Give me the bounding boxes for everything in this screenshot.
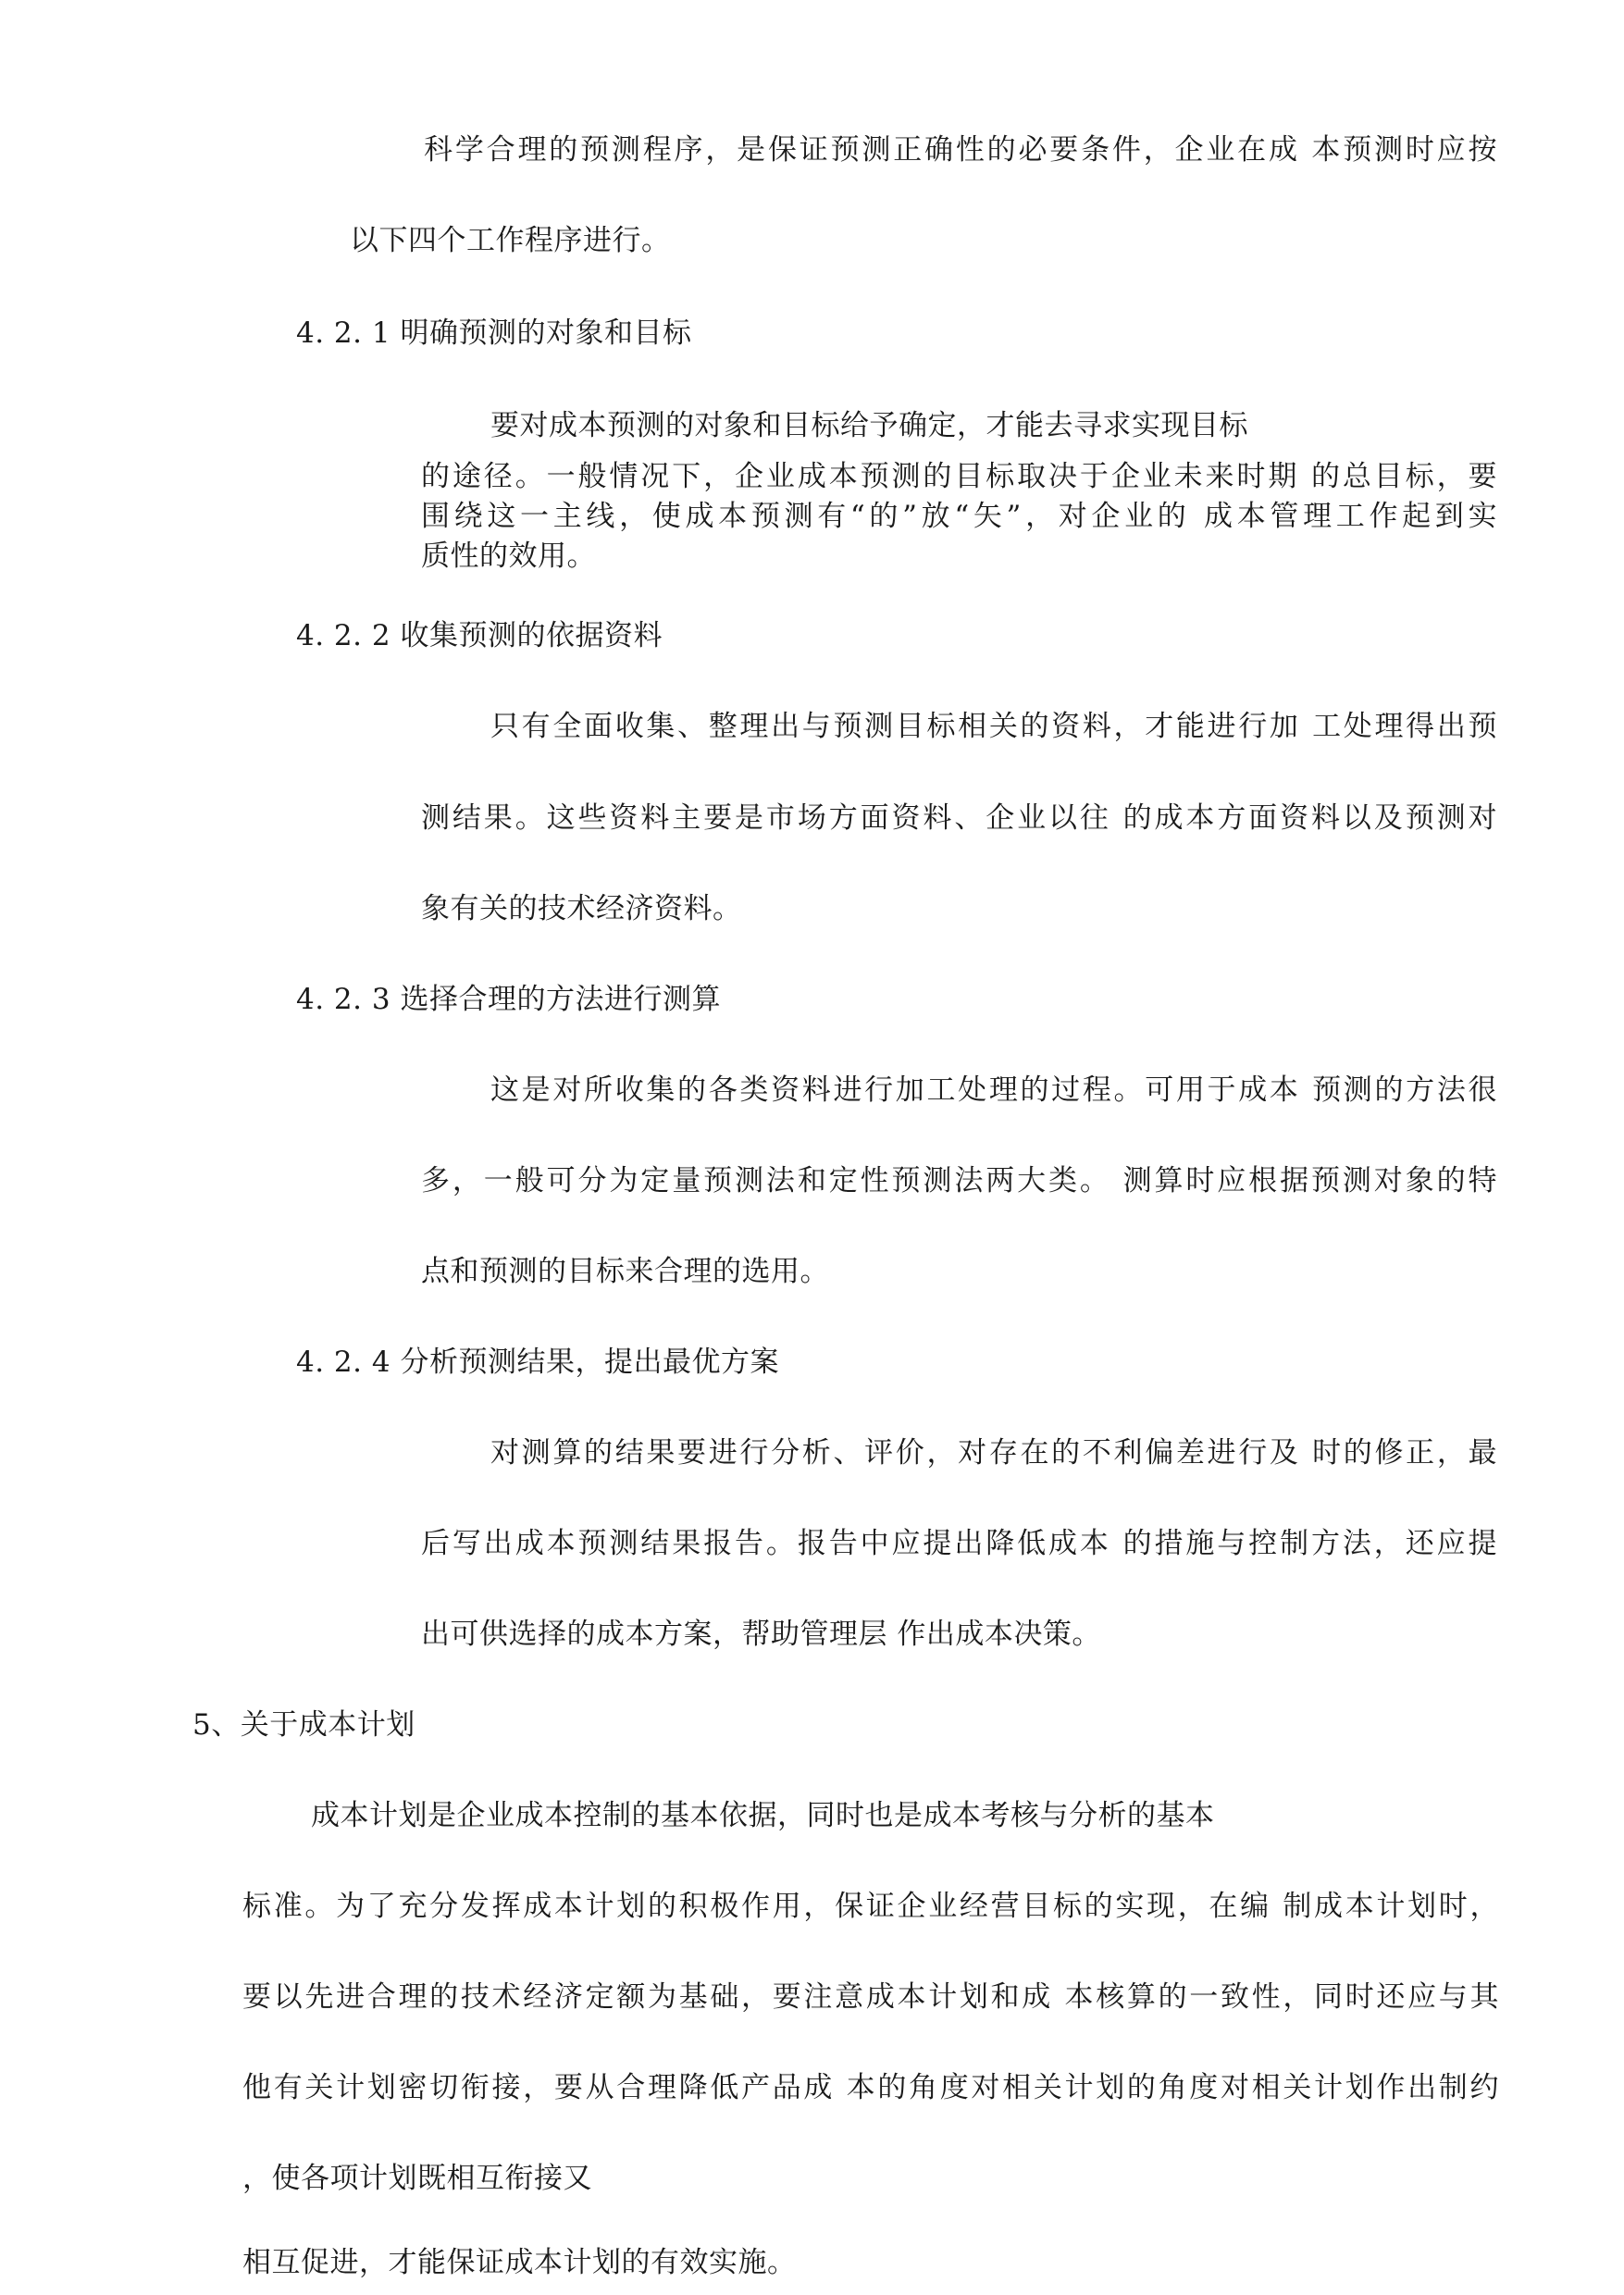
section-4-2-4-line-1: 对测算的结果要进行分析、评价，对存在的不利偏差进行及 时的修正，最 — [490, 1436, 1497, 1470]
section-heading-4-2-2: 4. 2. 2 收集预测的依据资料 — [296, 619, 663, 652]
intro-line-1: 科学合理的预测程序，是保证预测正确性的必要条件，企业在成 本预测时应按 — [424, 133, 1497, 167]
section-heading-4-2-1: 4. 2. 1 明确预测的对象和目标 — [296, 316, 692, 350]
section-4-2-1-line-3: 围绕这一主线，使成本预测有“的”放“矢”，对企业的 成本管理工作起到实 — [421, 500, 1497, 533]
section-4-2-2-line-1: 只有全面收集、整理出与预测目标相关的资料，才能进行加 工处理得出预 — [490, 710, 1497, 743]
section-4-2-1-line-2: 的途径。一般情况下，企业成本预测的目标取决于企业未来时期 的总目标，要 — [421, 460, 1497, 493]
section-4-2-2-line-3: 象有关的技术经济资料。 — [421, 892, 742, 925]
section-heading-4-2-4: 4. 2. 4 分析预测结果，提出最优方案 — [296, 1346, 779, 1379]
intro-line-2: 以下四个工作程序进行。 — [350, 224, 671, 257]
section-4-2-3-line-2: 多，一般可分为定量预测法和定性预测法两大类。 测算时应根据预测对象的特 — [421, 1164, 1497, 1197]
section-4-2-1-line-4: 质性的效用。 — [421, 540, 596, 573]
section-4-2-4-line-3: 出可供选择的成本方案，帮助管理层 作出成本决策。 — [421, 1618, 1101, 1651]
section-4-2-3-line-1: 这是对所收集的各类资料进行加工处理的过程。可用于成本 预测的方法很 — [490, 1073, 1497, 1107]
section-4-2-4-line-2: 后写出成本预测结果报告。报告中应提出降低成本 的措施与控制方法，还应提 — [421, 1527, 1497, 1560]
section-4-2-2-line-2: 测结果。这些资料主要是市场方面资料、企业以往 的成本方面资料以及预测对 — [421, 801, 1497, 835]
section-5-line-5: ，使各项计划既相互衔接又 — [242, 2162, 592, 2195]
section-5-line-1: 成本计划是企业成本控制的基本依据，同时也是成本考核与分析的基本 — [311, 1799, 1215, 1832]
section-4-2-3-line-3: 点和预测的目标来合理的选用。 — [421, 1255, 829, 1288]
section-heading-4-2-3: 4. 2. 3 选择合理的方法进行测算 — [296, 983, 721, 1016]
section-heading-5: 5、关于成本计划 — [192, 1708, 415, 1742]
section-5-line-2: 标准。为了充分发挥成本计划的积极作用，保证企业经营目标的实现，在编 制成本计划时， — [242, 1890, 1499, 1923]
section-5-line-3: 要以先进合理的技术经济定额为基础，要注意成本计划和成 本核算的一致性，同时还应与其 — [242, 1980, 1499, 2014]
section-5-line-6: 相互促进，才能保证成本计划的有效实施。 — [242, 2246, 797, 2279]
section-4-2-1-line-1: 要对成本预测的对象和目标给予确定，才能去寻求实现目标 — [490, 409, 1248, 442]
section-5-line-4: 他有关计划密切衔接，要从合理降低产品成 本的角度对相关计划的角度对相关计划作出制约 — [242, 2071, 1499, 2104]
